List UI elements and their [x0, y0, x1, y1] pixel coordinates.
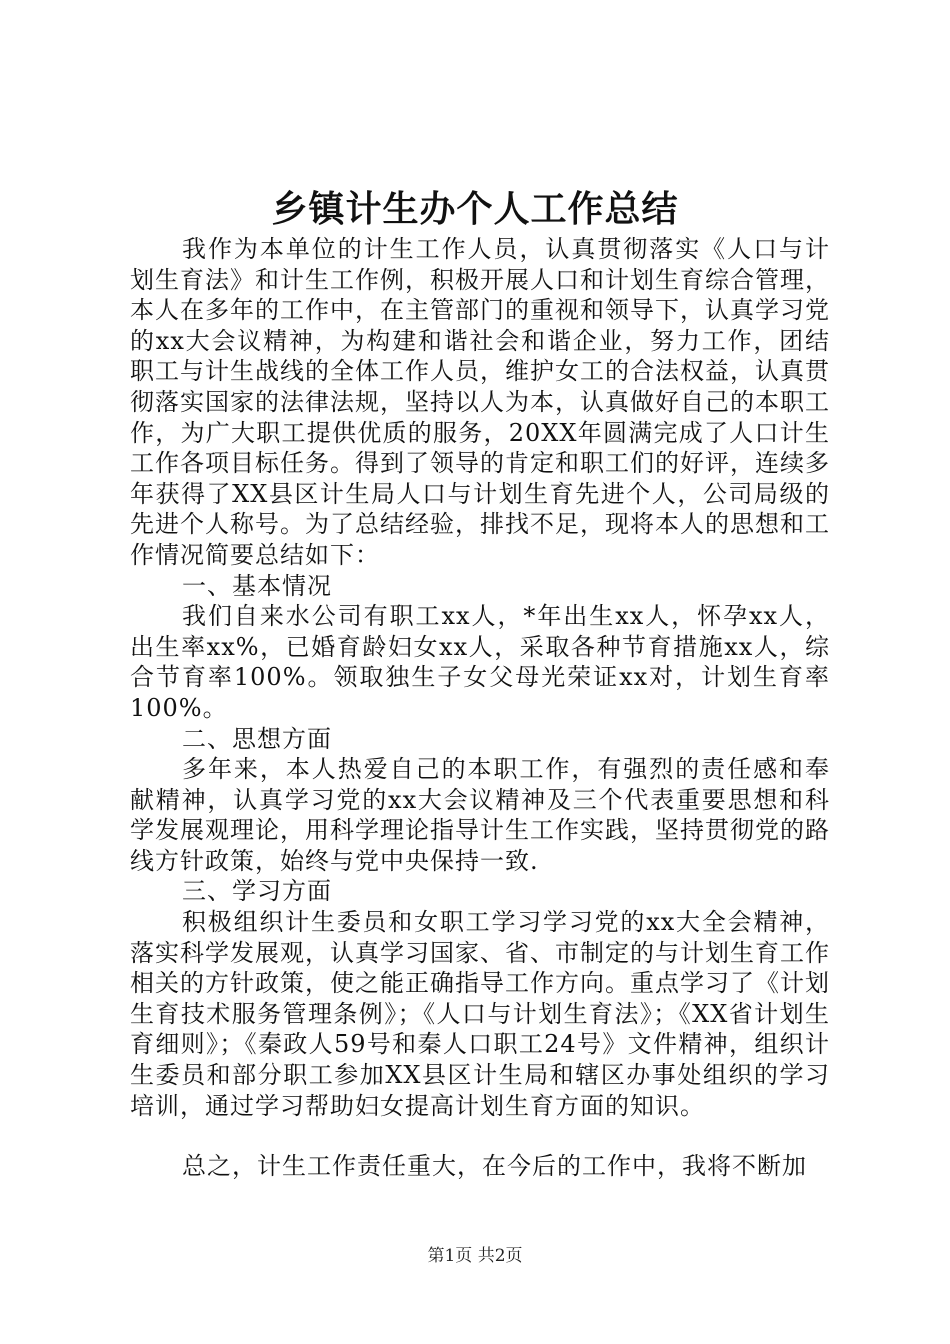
section-body-basic: 我们自来水公司有职工xx人，*年出生xx人，怀孕xx人，出生率xx%，已婚育龄妇女xx人，采取各种节育措施xx人，综合节育率100%。领取独生子女父母光荣证xx对，计划生育率100%。: [130, 602, 830, 722]
conclusion-paragraph: 总之，计生工作责任重大，在今后的工作中，我将不断加: [182, 1152, 807, 1181]
section-body-study: 积极组织计生委员和女职工学习学习党的xx大全会精神，落实科学发展观，认真学习国家、省、市制定的与计划生育工作相关的方针政策，使之能正确指导工作方向。重点学习了《计划生育技术服务管理条例》；《人口与计划生育法》；《XX省计划生育细则》；《秦政人59号和秦人口职工24号》文件精神，组织计生委员和部分职工参加XX县区计生局和辖区办事处组织的学习培训，通过学习帮助妇女提高计划生育方面的知识。: [130, 908, 830, 1120]
page-number-footer: 第1页 共2页: [427, 1246, 523, 1266]
document-title: 乡镇计生办个人工作总结: [271, 188, 679, 230]
paragraph-gap: [130, 1121, 830, 1151]
section-heading-basic: 一、基本情况: [182, 571, 332, 600]
section-heading-thought: 二、思想方面: [182, 724, 332, 753]
intro-paragraph: 我作为本单位的计生工作人员，认真贯彻落实《人口与计划生育法》和计生工作例，积极开展人口和计划生育综合管理，本人在多年的工作中，在主管部门的重视和领导下，认真学习党的xx大会议精神，为构建和谐社会和谐企业，努力工作，团结职工与计生战线的全体工作人员，维护女工的合法权益，认真贯彻落实国家的法律法规，坚持以人为本，认真做好自己的本职工作，为广大职工提供优质的服务，20XX年圆满完成了人口计生工作各项目标任务。得到了领导的肯定和职工们的好评，连续多年获得了XX县区计生局人口与计划生育先进个人，公司局级的先进个人称号。为了总结经验，排找不足，现将本人的思想和工作情况简要总结如下：: [130, 235, 830, 569]
section-heading-study: 三、学习方面: [182, 877, 332, 906]
section-body-thought: 多年来，本人热爱自己的本职工作，有强烈的责任感和奉献精神，认真学习党的xx大会议精神及三个代表重要思想和科学发展观理论，用科学理论指导计生工作实践，坚持贯彻党的路线方针政策，始终与党中央保持一致.: [130, 755, 830, 875]
document-body: [130, 234, 830, 1182]
